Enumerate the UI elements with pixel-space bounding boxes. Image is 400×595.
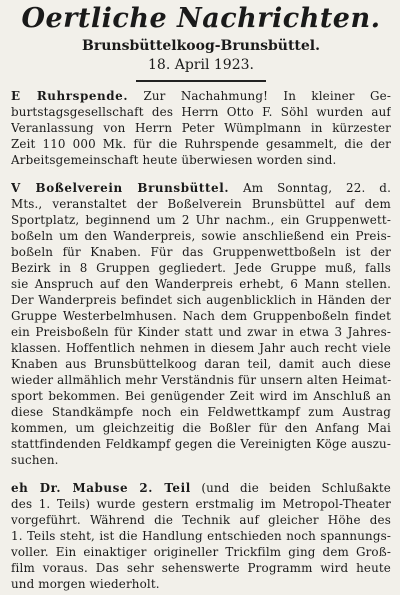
article-line [11, 292, 391, 308]
article-gap [11, 168, 391, 174]
dateline: 18. April 1923. [148, 57, 254, 73]
article-text: voller. Ein einaktiger origineller Trickfilm ging dem Groß- [11, 545, 391, 559]
news-article [11, 480, 391, 592]
article-text: Zur Nachahmung! In kleiner Ge- [128, 89, 391, 103]
article-text: Arbeitsgemeinschaft heute überwiesen worden sind. [11, 153, 337, 167]
article-text: klassen. Hoffentlich nehmen in diesem Jahr auch recht viele [11, 341, 391, 355]
locality-subhead: Brunsbüttelkoog-Brunsbüttel. [82, 38, 320, 54]
article-line [11, 404, 391, 420]
article-text: suchen. [11, 453, 59, 467]
article-text: ein Preisboßeln für Kinder statt und zwar in etwa 3 Jahres- [11, 325, 391, 339]
article-text: stattfindenden Feldkampf gegen die Vereinigten Köge auszu- [11, 437, 391, 451]
article-line [11, 528, 391, 544]
article-lead: V Boßelverein Brunsbüttel. [11, 181, 230, 195]
article-text: Gruppe Westerbelmhusen. Nach dem Gruppenboßeln findet [11, 309, 391, 323]
article-line [11, 276, 391, 292]
article-line [11, 212, 391, 228]
article-text: Der Wanderpreis befindet sich augenblicklich in Händen der [11, 293, 391, 307]
article-line [11, 136, 391, 152]
article-line [11, 512, 391, 528]
article-line [11, 260, 391, 276]
article-lead: E Ruhrspende. [11, 89, 129, 103]
article-line [11, 576, 391, 592]
article-line [11, 104, 391, 120]
article-line [11, 324, 391, 340]
article-text: wieder allmählich mehr Verständnis für unsern alten Heimat- [11, 373, 391, 387]
article-gap [11, 468, 391, 474]
article-text: Mts., veranstaltet der Boßelverein Brunsbüttel auf dem [11, 197, 391, 211]
article-line [11, 560, 391, 576]
article-text: vorgeführt. Während die Technik auf gleicher Höhe des [11, 513, 391, 527]
article-text: burtstagsgesellschaft des Herrn Otto F. Söhl wurden auf [11, 105, 391, 119]
article-text: Zeit 110 000 Mk. für die Ruhrspende gesammelt, die der [11, 137, 391, 151]
article-text: sie Anspruch auf den Wanderpreis erhebt, 6 Mann stellen. [11, 277, 391, 291]
article-lead: eh Dr. Mabuse 2. Teil [11, 481, 191, 495]
article-text: sport bekommen. Bei genügender Zeit wird im Anschluß an [11, 389, 391, 403]
article-line [11, 308, 391, 324]
news-article [11, 180, 391, 468]
article-line [11, 496, 391, 512]
page-headline: Oertliche Nachrichten. [21, 3, 381, 34]
article-line [11, 120, 391, 136]
news-article [11, 88, 391, 168]
article-text: diese Standkämpfe noch ein Feldwettkampf zum Austrag [11, 405, 391, 419]
article-line [11, 244, 391, 260]
article-line [11, 196, 391, 212]
article-text: (und die beiden Schlußakte [190, 481, 391, 495]
article-text: Veranlassung von Herrn Peter Wümplmann in kürzester [11, 121, 391, 135]
article-text: Am Sonntag, 22. d. [229, 181, 391, 195]
article-text: boßeln für Knaben. Für das Gruppenwettboßeln ist der [11, 245, 391, 259]
article-text: und morgen wiederholt. [11, 577, 160, 591]
article-text: 1. Teils steht, ist die Handlung entschieden noch spannungs- [11, 529, 391, 543]
article-line [11, 340, 391, 356]
article-line [11, 436, 391, 452]
article-line [11, 88, 391, 104]
article-line [11, 544, 391, 560]
article-text: film voraus. Das sehr sehenswerte Programm wird heute [11, 561, 391, 575]
article-line [11, 152, 391, 168]
article-text: kommen, um gleichzeitig die Boßler für den Anfang Mai [11, 421, 391, 435]
article-line [11, 180, 391, 196]
article-text: Knaben aus Brunsbüttelkoog daran teil, damit auch diese [11, 357, 391, 371]
article-line [11, 480, 391, 496]
article-line [11, 388, 391, 404]
article-text: boßeln um den Wanderpreis, sowie anschließend ein Preis- [11, 229, 391, 243]
articles-column [11, 88, 391, 592]
article-line [11, 356, 391, 372]
article-text: Bezirk in 8 Gruppen gegliedert. Jede Gruppe muß, falls [11, 261, 391, 275]
article-line [11, 372, 391, 388]
article-text: des 1. Teils) wurde gestern erstmalig im Metropol-Theater [11, 497, 391, 511]
article-text: Sportplatz, beginnend um 2 Uhr nachm., ein Gruppenwett- [11, 213, 391, 227]
article-line [11, 228, 391, 244]
divider-rule [136, 80, 266, 82]
article-line [11, 420, 391, 436]
article-line [11, 452, 391, 468]
